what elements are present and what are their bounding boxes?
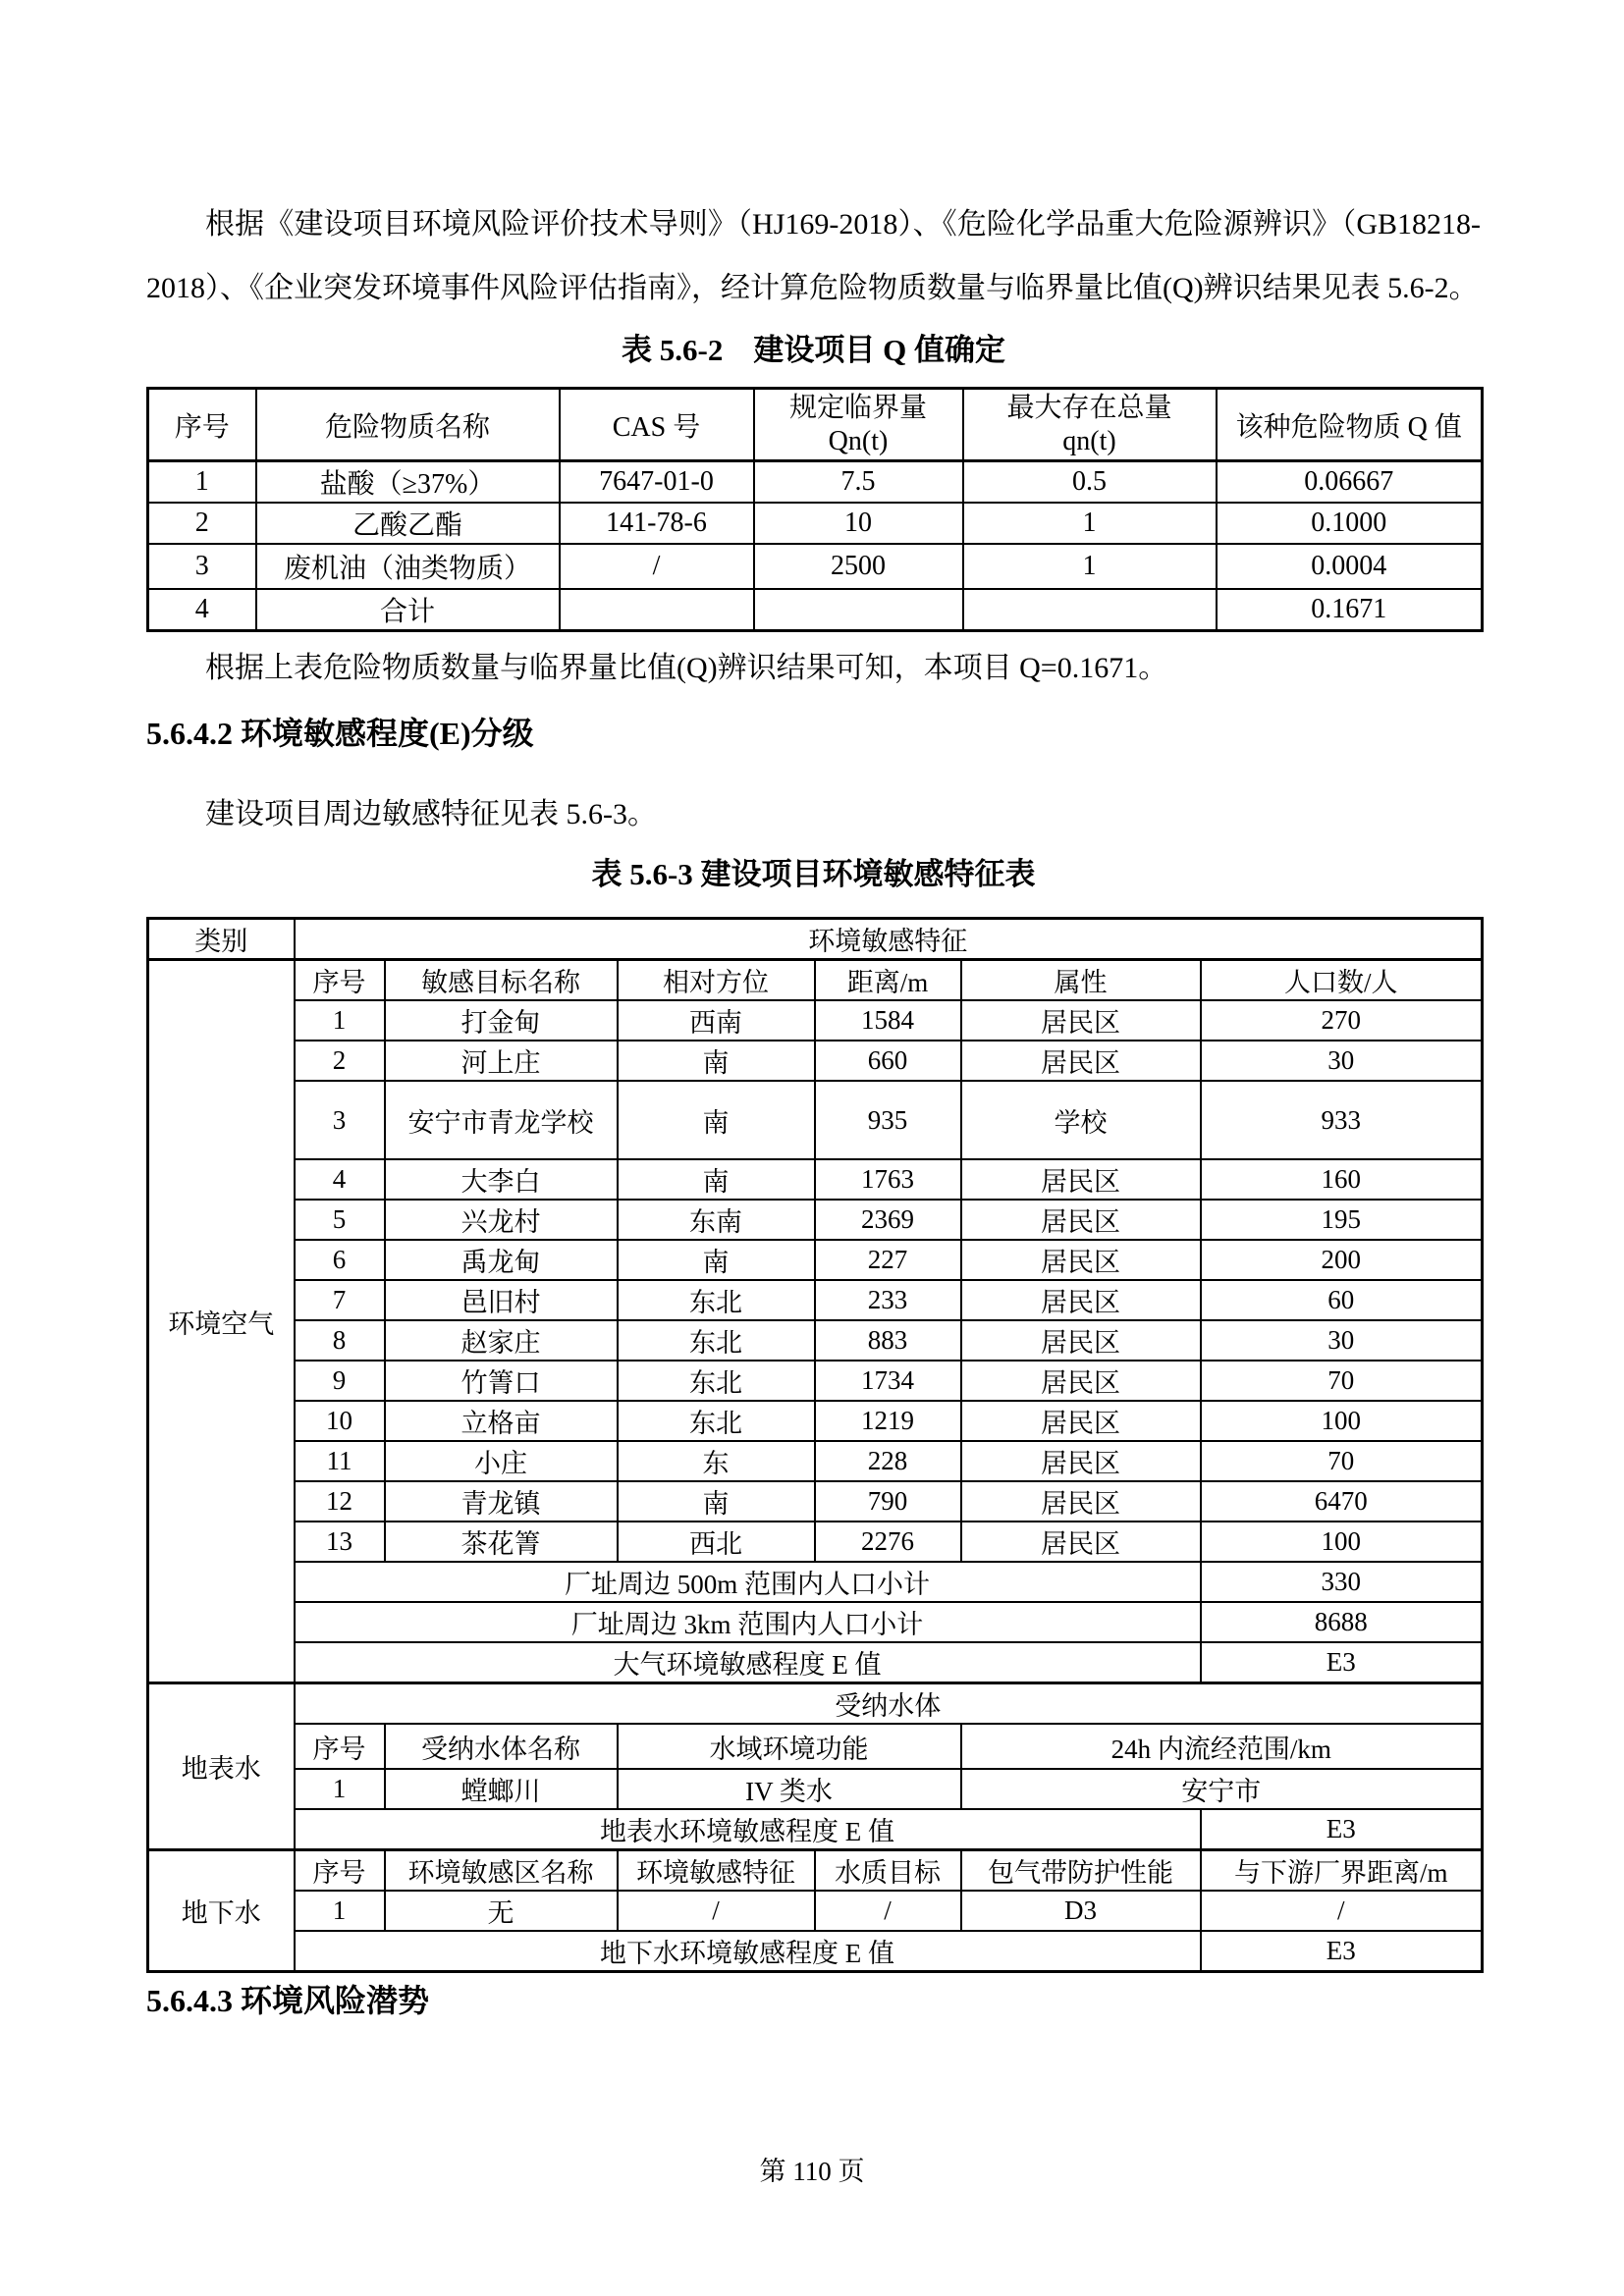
table-cell: 12 (295, 1481, 385, 1522)
gw-header-quality-target: 水质目标 (815, 1850, 961, 1892)
table-cell: 学校 (961, 1081, 1201, 1159)
table-cell: 3 (295, 1081, 385, 1159)
table-cell: 0.1671 (1217, 589, 1483, 631)
table-cell: 3 (148, 544, 256, 589)
gw-header-vadose: 包气带防护性能 (961, 1850, 1201, 1892)
intro-paragraph: 根据《建设项目环境风险评价技术导则》（HJ169-2018）、《危险化学品重大危险源辨识》（GB18218-2018）、《企业突发环境事件风险评估指南》，经计算危险物质数量与临界量比值(Q)辨识结果见表 5.6-2。 (146, 208, 1481, 304)
table-cell: 0.1000 (1217, 503, 1483, 544)
table-cell: 居民区 (961, 1159, 1201, 1200)
air-header-population: 人口数/人 (1201, 960, 1483, 1001)
summary-3km-value: 8688 (1201, 1602, 1483, 1642)
table-cell: 0.0004 (1217, 544, 1483, 589)
table-cell: 233 (815, 1280, 961, 1320)
header-max-qty-line2: qn(t) (1062, 425, 1116, 456)
table-cell: 5 (295, 1200, 385, 1240)
table-cell: 935 (815, 1081, 961, 1159)
table-cell: 1 (295, 1000, 385, 1041)
table-cell: 7 (295, 1280, 385, 1320)
table-row (148, 1280, 1483, 1320)
sw-header-flow-range: 24h 内流经范围/km (961, 1724, 1483, 1769)
table-cell: 2 (148, 503, 256, 544)
table-row (148, 1769, 1483, 1809)
table-cell: 居民区 (961, 1280, 1201, 1320)
table-row (148, 1041, 1483, 1081)
air-header-target: 敏感目标名称 (385, 960, 618, 1001)
air-e-value-label: 大气环境敏感程度 E 值 (295, 1642, 1201, 1683)
sw-e-value: E3 (1201, 1809, 1483, 1850)
table-cell: 竹箐口 (385, 1361, 618, 1401)
q-result-paragraph: 根据上表危险物质数量与临界量比值(Q)辨识结果可知，本项目 Q=0.1671。 (205, 652, 1168, 684)
surface-water-subheader-row (148, 1724, 1483, 1769)
table-cell: 30 (1201, 1320, 1483, 1361)
gw-header-zone-name: 环境敏感区名称 (385, 1850, 618, 1892)
table-cell: 200 (1201, 1240, 1483, 1280)
gw-header-feature: 环境敏感特征 (618, 1850, 815, 1892)
table-cell: 195 (1201, 1200, 1483, 1240)
table-cell: 打金甸 (385, 1000, 618, 1041)
table-cell: 100 (1201, 1522, 1483, 1562)
table-cell (560, 589, 754, 631)
table-row (148, 1000, 1483, 1041)
table-cell: 160 (1201, 1159, 1483, 1200)
table-cell: 13 (295, 1522, 385, 1562)
table-cell: 居民区 (961, 1240, 1201, 1280)
gw-e-value: E3 (1201, 1931, 1483, 1972)
gw-e-value-label: 地下水环境敏感程度 E 值 (295, 1931, 1201, 1972)
table-cell: 1219 (815, 1401, 961, 1441)
category-air: 环境空气 (148, 960, 295, 1683)
table-cell: 1 (295, 1769, 385, 1809)
table-cell: 西北 (618, 1522, 815, 1562)
table-cell: 1734 (815, 1361, 961, 1401)
table-row (148, 1240, 1483, 1280)
table-cell: / (560, 544, 754, 589)
table-cell: 南 (618, 1481, 815, 1522)
summary-500m-label: 厂址周边 500m 范围内人口小计 (295, 1562, 1201, 1602)
table-env-sensitivity (146, 917, 1484, 1973)
table-cell: 西南 (618, 1000, 815, 1041)
table-q-value (146, 387, 1484, 632)
table-cell: 河上庄 (385, 1041, 618, 1081)
table-cell: 0.5 (963, 461, 1217, 504)
table-cell: 东 (618, 1441, 815, 1481)
surface-water-section-row (148, 1683, 1483, 1725)
table-cell: 大李白 (385, 1159, 618, 1200)
table-row (148, 1361, 1483, 1401)
table-row (148, 1522, 1483, 1562)
table-cell: 9 (295, 1361, 385, 1401)
table-row (148, 1481, 1483, 1522)
table-cell: 居民区 (961, 1200, 1201, 1240)
table-cell: 居民区 (961, 1041, 1201, 1081)
table-row (148, 1441, 1483, 1481)
table-cell: 2369 (815, 1200, 961, 1240)
table-cell: 0.06667 (1217, 461, 1483, 504)
table-cell: / (1201, 1891, 1483, 1931)
table-cell: 11 (295, 1441, 385, 1481)
summary-3km-label: 厂址周边 3km 范围内人口小计 (295, 1602, 1201, 1642)
table-cell: 1763 (815, 1159, 961, 1200)
table-cell: 70 (1201, 1441, 1483, 1481)
table-cell: 60 (1201, 1280, 1483, 1320)
table-cell: 盐酸（≥37%） (256, 461, 560, 504)
table-cell: 7647-01-0 (560, 461, 754, 504)
table-cell: 4 (295, 1159, 385, 1200)
header-seq: 序号 (148, 389, 256, 461)
table-cell: 10 (754, 503, 963, 544)
table-cell: 居民区 (961, 1441, 1201, 1481)
table-cell: 青龙镇 (385, 1481, 618, 1522)
gw-header-boundary-distance: 与下游厂界距离/m (1201, 1850, 1483, 1892)
table-row (148, 544, 1483, 589)
receiving-water-header: 受纳水体 (295, 1683, 1483, 1725)
header-feature: 环境敏感特征 (295, 919, 1483, 960)
category-surface-water: 地表水 (148, 1683, 295, 1850)
table-cell: 141-78-6 (560, 503, 754, 544)
table-cell: 1 (148, 461, 256, 504)
table-cell: 南 (618, 1240, 815, 1280)
surface-water-e-value-row (148, 1809, 1483, 1850)
table-cell: 7.5 (754, 461, 963, 504)
table-q-title: 表 5.6-2 建设项目 Q 值确定 (622, 333, 1005, 367)
table-cell: 茶花箐 (385, 1522, 618, 1562)
table-cell: 6470 (1201, 1481, 1483, 1522)
table-cell: 660 (815, 1041, 961, 1081)
table-cell: 螳螂川 (385, 1769, 618, 1809)
gw-header-seq: 序号 (295, 1850, 385, 1892)
table-env-title: 表 5.6-3 建设项目环境敏感特征表 (591, 857, 1036, 891)
header-max-qty-line1: 最大存在总量 (1006, 392, 1172, 423)
header-category: 类别 (148, 919, 295, 960)
table-cell: 933 (1201, 1081, 1483, 1159)
air-header-direction: 相对方位 (618, 960, 815, 1001)
table-row (148, 461, 1483, 504)
table-cell: 合计 (256, 589, 560, 631)
table-cell: 10 (295, 1401, 385, 1441)
table-cell: 4 (148, 589, 256, 631)
summary-500m-value: 330 (1201, 1562, 1483, 1602)
table-cell: 安宁市青龙学校 (385, 1081, 618, 1159)
category-groundwater: 地下水 (148, 1850, 295, 1972)
air-e-value: E3 (1201, 1642, 1483, 1683)
table-cell: 东北 (618, 1280, 815, 1320)
table-cell: 1 (295, 1891, 385, 1931)
table-row (148, 1320, 1483, 1361)
table-cell: 270 (1201, 1000, 1483, 1041)
table-cell: 居民区 (961, 1481, 1201, 1522)
table-cell: 228 (815, 1441, 961, 1481)
header-critical-qty (754, 389, 963, 461)
heading-5-6-4-2: 5.6.4.2 环境敏感程度(E)分级 (146, 716, 534, 751)
table-cell: 居民区 (961, 1401, 1201, 1441)
page-number: 第 110 页 (759, 2157, 865, 2186)
heading-5-6-4-3: 5.6.4.3 环境风险潜势 (146, 1983, 430, 2018)
table-cell: 883 (815, 1320, 961, 1361)
table-cell: IV 类水 (618, 1769, 961, 1809)
table-cell: 乙酸乙酯 (256, 503, 560, 544)
groundwater-subheader-row (148, 1850, 1483, 1892)
sw-header-seq: 序号 (295, 1724, 385, 1769)
table-cell (754, 589, 963, 631)
table-cell: 小庄 (385, 1441, 618, 1481)
table-cell: 居民区 (961, 1000, 1201, 1041)
table-cell: 1584 (815, 1000, 961, 1041)
table-row (148, 1159, 1483, 1200)
table-cell: 邑旧村 (385, 1280, 618, 1320)
table-cell: 南 (618, 1159, 815, 1200)
table-row (148, 1891, 1483, 1931)
table-cell: 70 (1201, 1361, 1483, 1401)
air-subheader-row (148, 960, 1483, 1001)
header-max-qty (963, 389, 1217, 461)
table-cell: 100 (1201, 1401, 1483, 1441)
table-cell: 2500 (754, 544, 963, 589)
header-substance-name: 危险物质名称 (256, 389, 560, 461)
table-cell: D3 (961, 1891, 1201, 1931)
table-cell: 居民区 (961, 1320, 1201, 1361)
table-row (148, 1401, 1483, 1441)
table-cell: 安宁市 (961, 1769, 1483, 1809)
table-cell: 居民区 (961, 1361, 1201, 1401)
air-header-attribute: 属性 (961, 960, 1201, 1001)
table-cell: 8 (295, 1320, 385, 1361)
header-cas: CAS 号 (560, 389, 754, 461)
header-critical-qty-line1: 规定临界量 (788, 392, 927, 423)
air-header-distance: 距离/m (815, 960, 961, 1001)
groundwater-e-value-row (148, 1931, 1483, 1972)
table-cell: 南 (618, 1081, 815, 1159)
header-critical-qty-line2: Qn(t) (828, 425, 889, 456)
table-cell: 东北 (618, 1401, 815, 1441)
table-cell: 无 (385, 1891, 618, 1931)
table-cell: 2 (295, 1041, 385, 1081)
table-cell (963, 589, 1217, 631)
air-header-seq: 序号 (295, 960, 385, 1001)
header-q-value: 该种危险物质 Q 值 (1217, 389, 1483, 461)
table-cell: 东北 (618, 1320, 815, 1361)
table-cell: 6 (295, 1240, 385, 1280)
env-header-row (148, 919, 1483, 960)
table-cell: / (815, 1891, 961, 1931)
table-row (148, 503, 1483, 544)
table-q-header-row (148, 389, 1483, 461)
table-row-total (148, 589, 1483, 631)
table-row (148, 1081, 1483, 1159)
summary-row-3km (148, 1602, 1483, 1642)
table-cell: / (618, 1891, 815, 1931)
table-cell: 废机油（油类物质） (256, 544, 560, 589)
table-cell: 30 (1201, 1041, 1483, 1081)
table-cell: 1 (963, 544, 1217, 589)
sw-header-name: 受纳水体名称 (385, 1724, 618, 1769)
sw-header-function: 水域环境功能 (618, 1724, 961, 1769)
table-cell: 东南 (618, 1200, 815, 1240)
air-e-value-row (148, 1642, 1483, 1683)
table-cell: 227 (815, 1240, 961, 1280)
table-cell: 790 (815, 1481, 961, 1522)
table-cell: 禹龙甸 (385, 1240, 618, 1280)
table-cell: 1 (963, 503, 1217, 544)
table-cell: 南 (618, 1041, 815, 1081)
table-cell: 立格亩 (385, 1401, 618, 1441)
table-cell: 赵家庄 (385, 1320, 618, 1361)
sensitive-feature-paragraph: 建设项目周边敏感特征见表 5.6-3。 (205, 798, 657, 830)
sw-e-value-label: 地表水环境敏感程度 E 值 (295, 1809, 1201, 1850)
table-cell: 东北 (618, 1361, 815, 1401)
table-cell: 2276 (815, 1522, 961, 1562)
table-row (148, 1200, 1483, 1240)
summary-row-500m (148, 1562, 1483, 1602)
table-cell: 居民区 (961, 1522, 1201, 1562)
table-cell: 兴龙村 (385, 1200, 618, 1240)
